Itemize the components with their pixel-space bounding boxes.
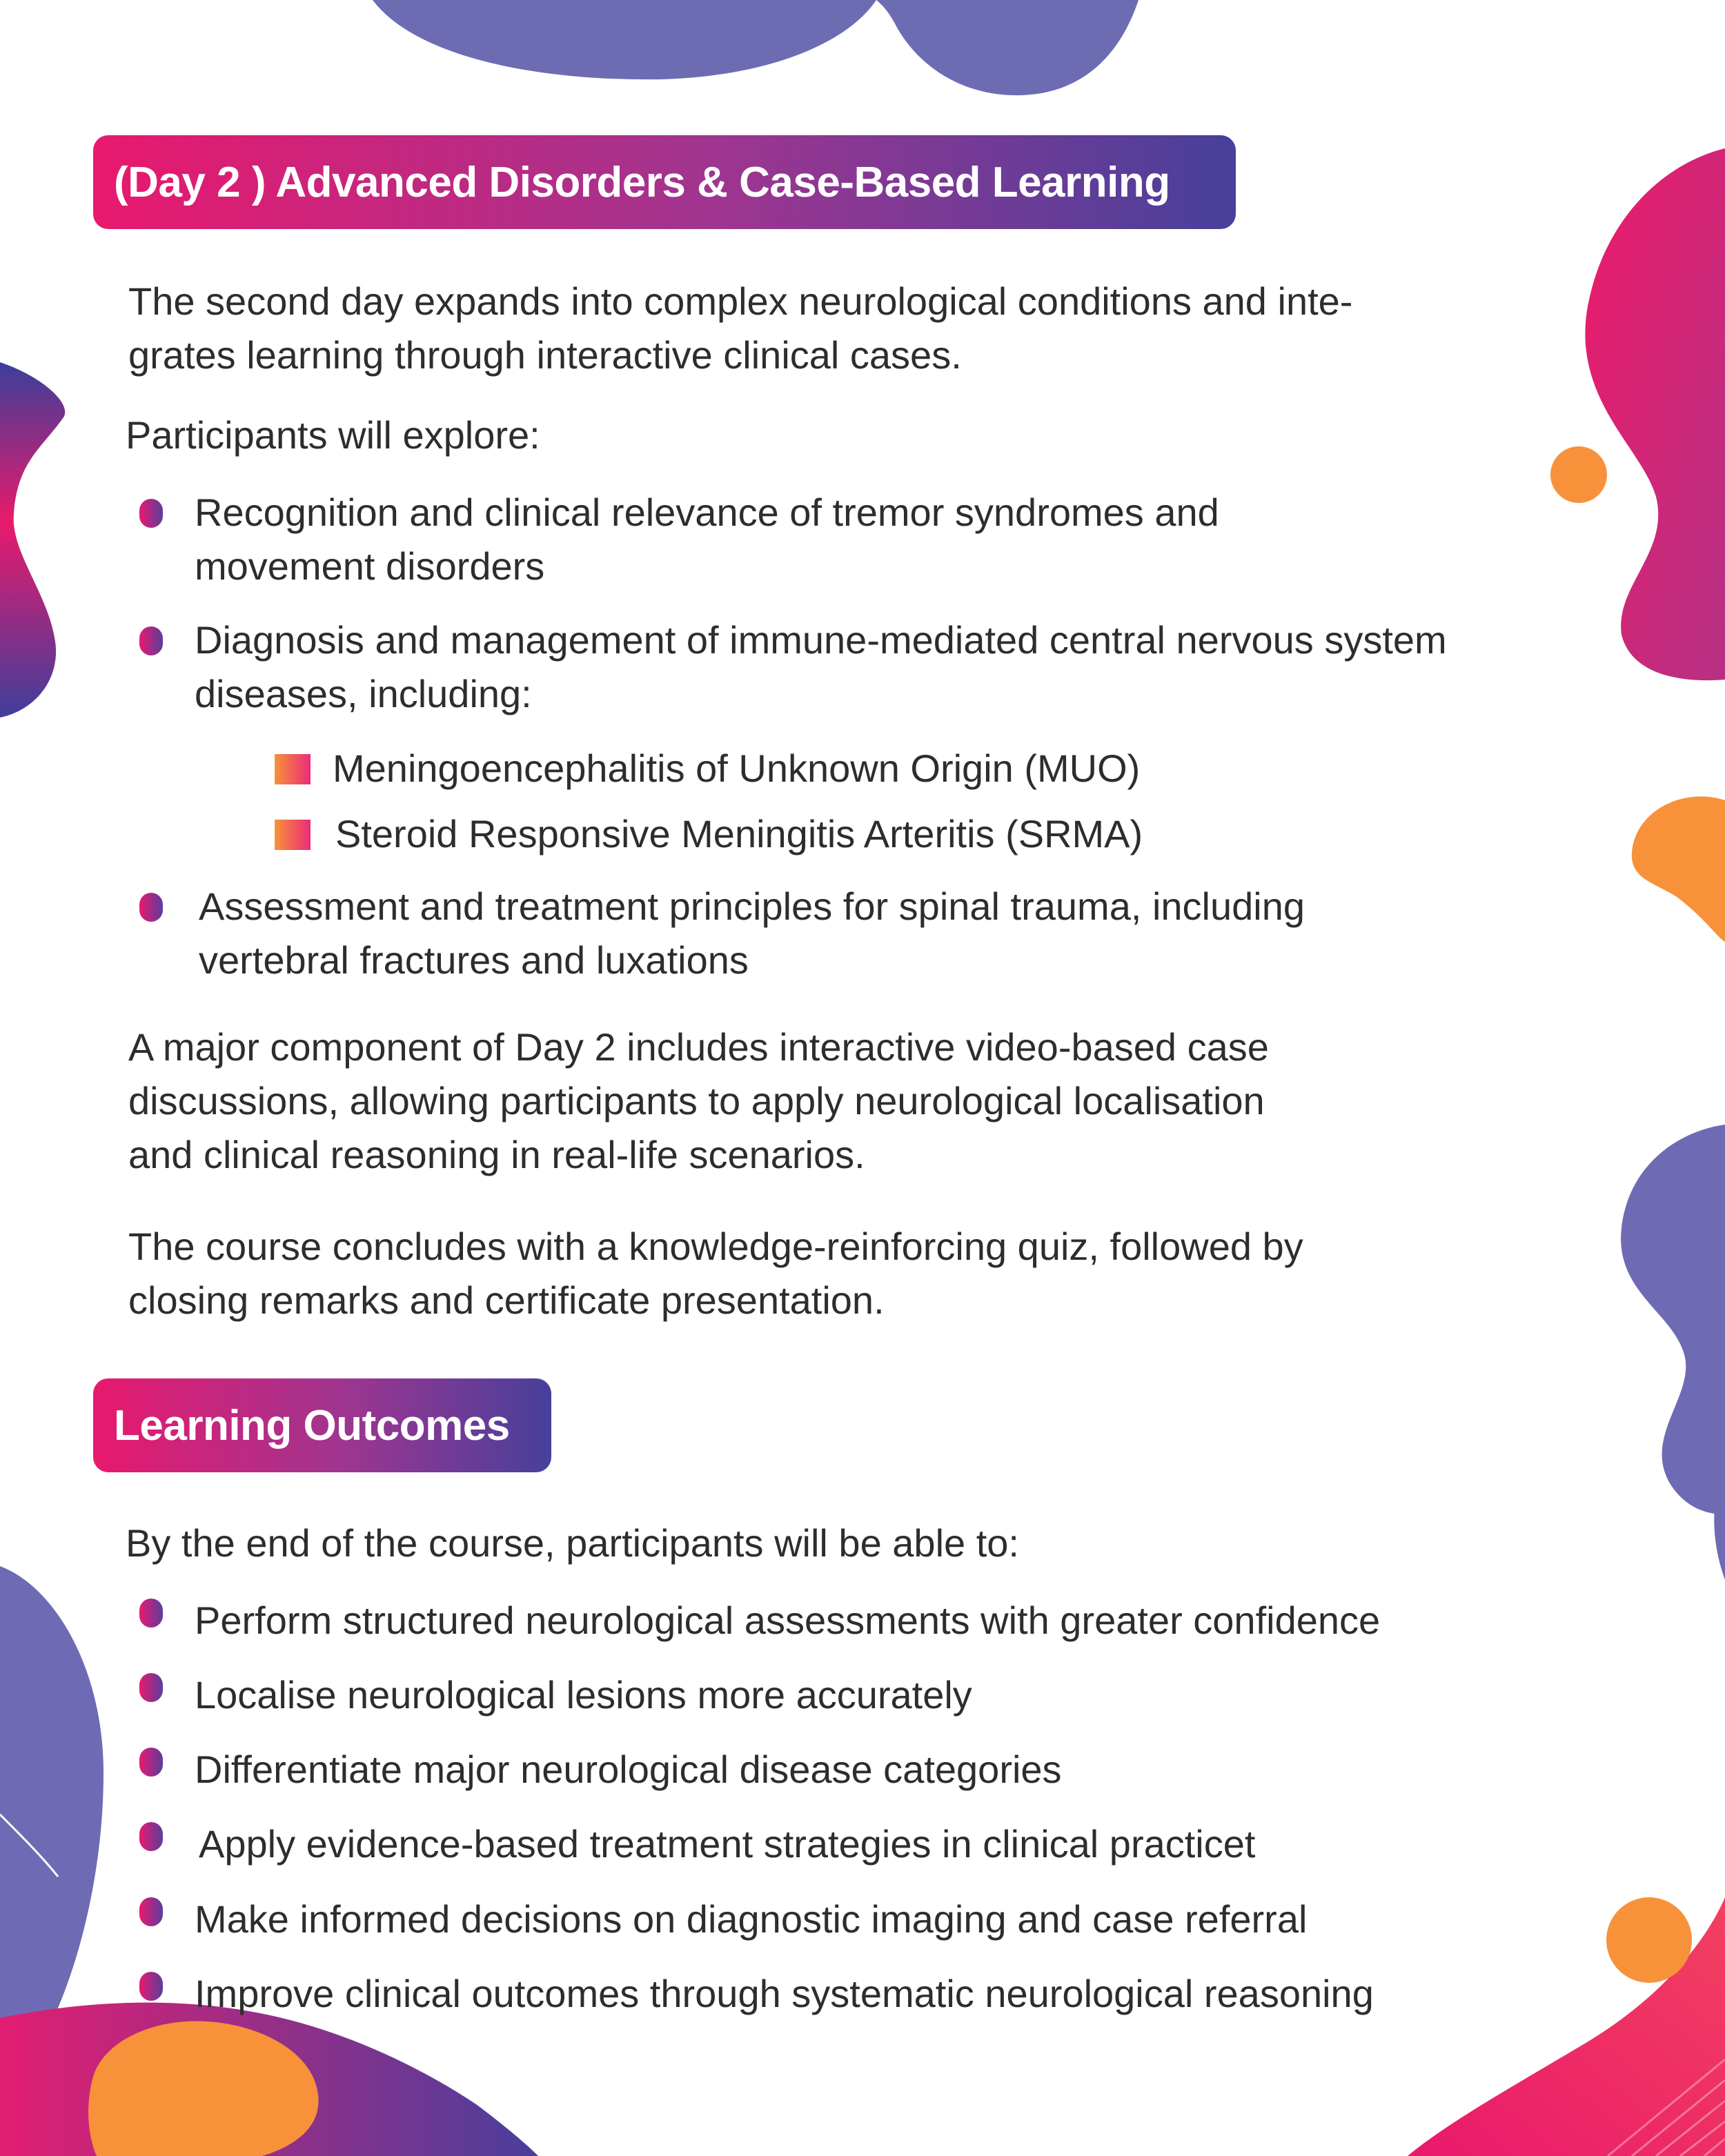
bullet-line: Recognition and clinical relevance of tremor syndromes and (195, 491, 1219, 534)
bullet-item (199, 880, 1305, 987)
bullet-dot (139, 1822, 163, 1851)
paragraph-line: The course concludes with a knowledge-reinforcing quiz, followed by (128, 1225, 1303, 1268)
day2-intro-line-2: grates learning through interactive clinical cases. (128, 333, 962, 377)
day2-header-text: (Day 2 ) Advanced Disorders & Case-Based Learning (114, 158, 1170, 206)
outcome-item: Differentiate major neurological disease categories (195, 1748, 1062, 1791)
bullet-dot (139, 626, 163, 655)
bullet-item (195, 613, 1447, 721)
learning-outcomes-header-text: Learning Outcomes (114, 1401, 510, 1450)
bullet-dot (139, 1897, 163, 1926)
bullet-line: diseases, including: (195, 672, 532, 715)
bullet-dot (139, 1972, 163, 2001)
outcome-item: Localise neurological lesions more accurately (195, 1673, 972, 1717)
bullet-dot (139, 499, 163, 528)
video-paragraph (128, 1020, 1269, 1182)
sub-bullet-square (275, 820, 310, 850)
outcome-item: Make informed decisions on diagnostic imaging and case referral (195, 1897, 1308, 1941)
day2-intro (128, 275, 1352, 382)
outcomes-intro: By the end of the course, participants will be able to: (126, 1521, 1019, 1565)
bullet-dot (139, 1599, 163, 1628)
bullet-dot (139, 1748, 163, 1777)
paragraph-line: A major component of Day 2 includes interactive video-based case (128, 1025, 1269, 1069)
outcome-item: Apply evidence-based treatment strategies in clinical practicet (199, 1822, 1256, 1866)
sub-bullet-item: Meningoencephalitis of Unknown Origin (MUO) (333, 746, 1141, 790)
outcome-item: Improve clinical outcomes through systematic neurological reasoning (195, 1972, 1374, 2015)
bullet-line: movement disorders (195, 544, 545, 588)
bullet-item (195, 486, 1219, 593)
bullet-dot (139, 1673, 163, 1702)
learning-outcomes-header (93, 1378, 551, 1472)
bullet-dot (139, 893, 163, 922)
paragraph-line: closing remarks and certificate presentation. (128, 1278, 885, 1322)
bullet-line: Assessment and treatment principles for spinal trauma, including (199, 884, 1305, 928)
sub-bullet-item: Steroid Responsive Meningitis Arteritis (SRMA) (335, 812, 1143, 856)
closing-paragraph (128, 1220, 1303, 1327)
explore-label: Participants will explore: (126, 413, 540, 457)
paragraph-line: discussions, allowing participants to apply neurological localisation (128, 1079, 1265, 1122)
outcome-item: Perform structured neurological assessments with greater confidence (195, 1599, 1381, 1642)
bullet-line: Diagnosis and management of immune-mediated central nervous system (195, 618, 1447, 662)
day2-intro-line-1: The second day expands into complex neurological conditions and inte- (128, 279, 1353, 323)
day2-header (93, 135, 1236, 229)
sub-bullet-square (275, 754, 310, 784)
bullet-line: vertebral fractures and luxations (199, 938, 749, 982)
paragraph-line: and clinical reasoning in real-life scenarios. (128, 1133, 865, 1176)
